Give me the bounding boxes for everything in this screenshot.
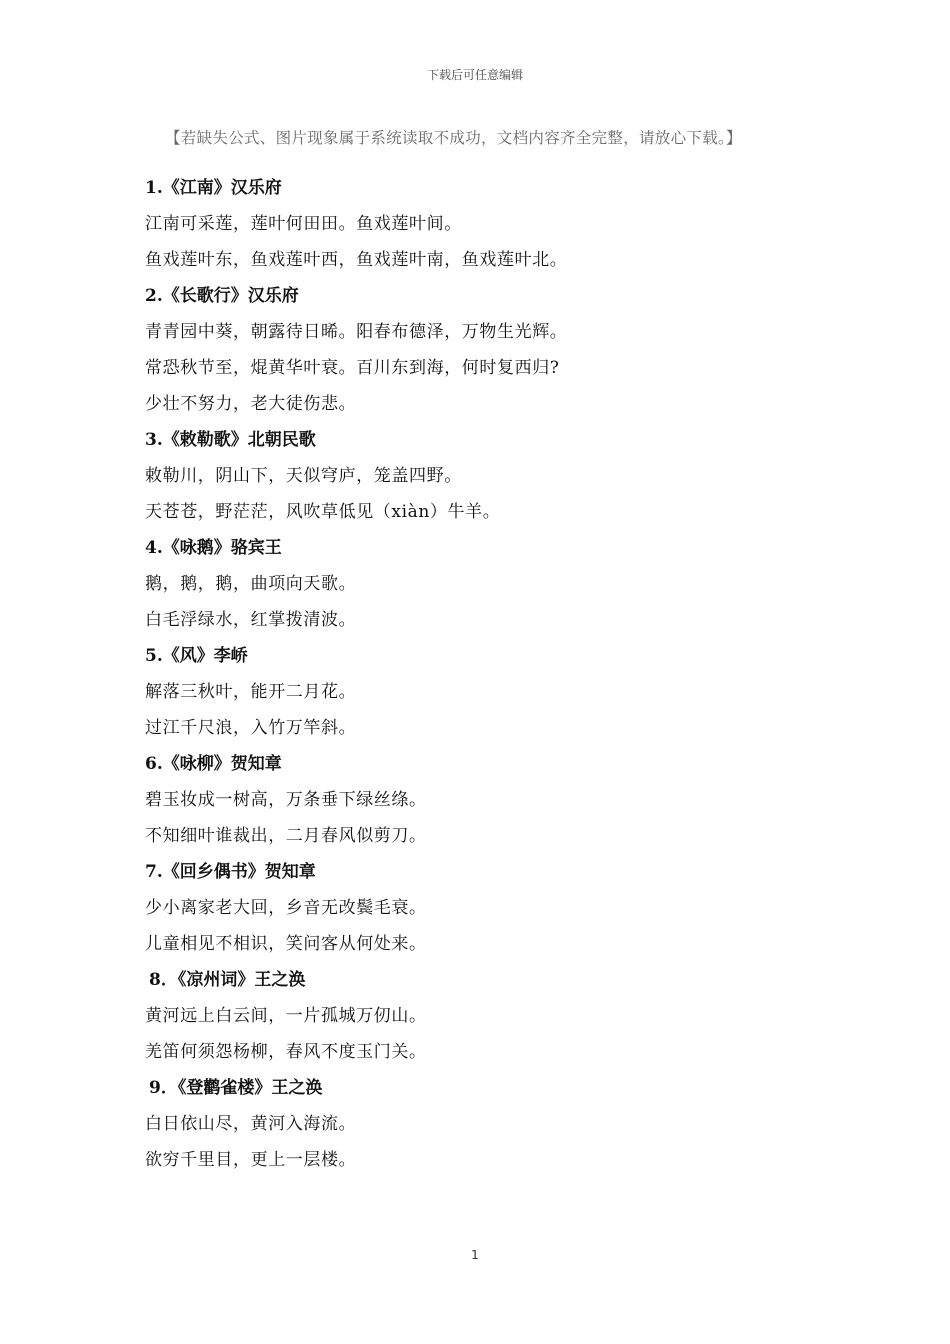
poem-title: 4.《咏鹅》骆宾王	[145, 538, 282, 558]
poem-title: 5.《风》李峤	[145, 646, 248, 666]
poem-title: 3.《敕勒歌》北朝民歌	[145, 430, 316, 450]
poem-line: 羌笛何须怨杨柳，春风不度玉门关。	[145, 1042, 427, 1062]
poem-line: 常恐秋节至，焜黄华叶衰。百川东到海，何时复西归?	[145, 358, 560, 378]
poem-title: 9．《登鹳雀楼》王之涣	[149, 1078, 323, 1098]
poem-line: 江南可采莲，莲叶何田田。鱼戏莲叶间。	[145, 214, 462, 234]
poem-line: 少壮不努力，老大徒伤悲。	[145, 394, 357, 414]
poem-line: 欲穷千里目，更上一层楼。	[145, 1150, 357, 1170]
poem-line: 鱼戏莲叶东，鱼戏莲叶西，鱼戏莲叶南，鱼戏莲叶北。	[145, 250, 568, 270]
poem-line: 过江千尺浪，入竹万竿斜。	[145, 718, 357, 738]
poem-line: 解落三秋叶，能开二月花。	[145, 682, 357, 702]
download-notice: 【若缺失公式、图片现象属于系统读取不成功，文档内容齐全完整，请放心下载。】	[165, 129, 742, 147]
poem-line: 白日依山尽，黄河入海流。	[145, 1114, 357, 1134]
poem-line: 少小离家老大回，乡音无改鬓毛衰。	[145, 898, 427, 918]
poem-line: 碧玉妆成一树高，万条垂下绿丝绦。	[145, 790, 427, 810]
page-number: 1	[471, 1248, 479, 1262]
poem-title: 8．《凉州词》王之涣	[149, 970, 306, 990]
poem-line: 不知细叶谁裁出，二月春风似剪刀。	[145, 826, 427, 846]
poem-list	[145, 172, 825, 1180]
page-header: 下载后可任意编辑	[426, 68, 523, 82]
poem-line: 黄河远上白云间，一片孤城万仞山。	[145, 1006, 427, 1026]
poem-line: 青青园中葵，朝露待日晞。阳春布德泽，万物生光辉。	[145, 322, 568, 342]
poem-title: 2.《长歌行》汉乐府	[145, 286, 299, 306]
poem-line: 白毛浮绿水，红掌拨清波。	[145, 610, 357, 630]
poem-title: 1.《江南》汉乐府	[145, 178, 282, 198]
poem-line: 天苍苍，野茫茫，风吹草低见（xiàn）牛羊。	[145, 502, 501, 522]
poem-title: 6.《咏柳》贺知章	[145, 754, 282, 774]
poem-line: 鹅，鹅，鹅，曲项向天歌。	[145, 574, 357, 594]
poem-title: 7.《回乡偶书》贺知章	[145, 862, 316, 882]
poem-line: 敕勒川，阴山下，天似穹庐，笼盖四野。	[145, 466, 462, 486]
poem-line: 儿童相见不相识，笑问客从何处来。	[145, 934, 427, 954]
